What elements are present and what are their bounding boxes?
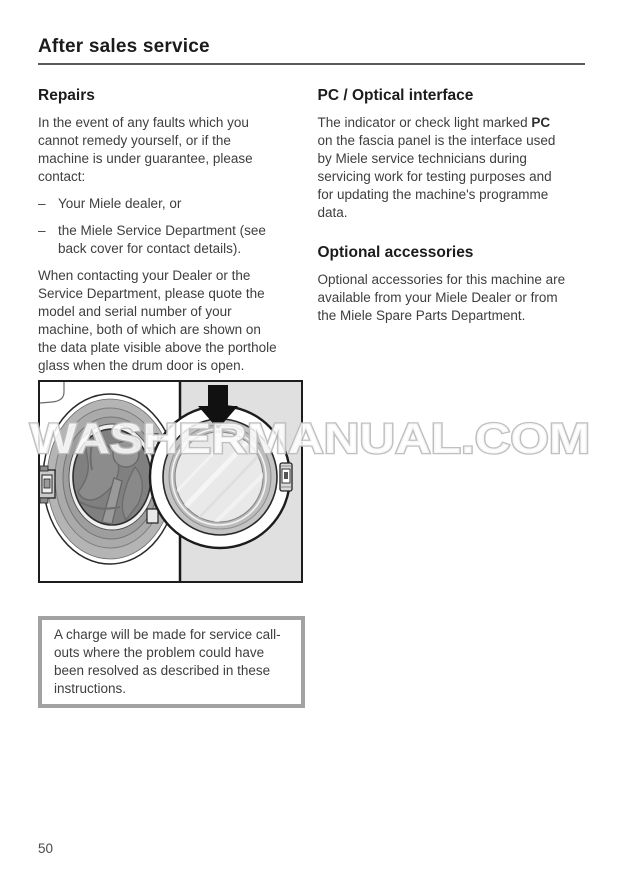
pc-interface-paragraph	[318, 114, 568, 222]
watermark-text: WASHERMANUAL.COM	[30, 415, 590, 463]
repairs-heading: Repairs	[38, 87, 95, 104]
service-charge-note-box	[38, 616, 305, 708]
pc-text-before: The indicator or check light marked	[317, 115, 532, 130]
pc-text-after: on the fascia panel is the interface used by Miele service technicians during servicing work for testing purposes and for updating the machine's programme data.	[317, 133, 556, 220]
list-item-text: the Miele Service Department (see back cover for contact details).	[58, 223, 266, 256]
contact-info-paragraph: When contacting your Dealer or the Service Department, please quote the model and serial number of your machine, both of which are shown on the data plate visible above the porthole glass when the drum door is open.	[38, 268, 277, 373]
door-hinge	[38, 466, 55, 503]
dash-bullet: –	[38, 196, 46, 211]
pc-bold-label: PC	[531, 115, 551, 130]
list-item-text: Your Miele dealer, or	[58, 196, 182, 211]
dash-bullet: –	[38, 223, 46, 238]
list-item	[38, 222, 278, 258]
right-column	[318, 65, 586, 708]
pc-interface-heading: PC / Optical interface	[317, 87, 474, 104]
page-number: 50	[38, 841, 54, 856]
two-column-layout	[0, 65, 620, 708]
optional-accessories-heading: Optional accessories	[317, 244, 474, 261]
open-door	[150, 406, 292, 548]
contact-options-list	[38, 195, 278, 258]
list-item	[38, 195, 278, 213]
washing-machine-door-illustration	[38, 380, 303, 583]
door-latch	[280, 463, 292, 491]
optional-accessories-paragraph: Optional accessories for this machine are available from your Miele Dealer or from the Miele Spare Parts Department.	[317, 272, 566, 323]
repairs-intro-paragraph: In the event of any faults which you cannot remedy yourself, or if the machine is under guarantee, please contact:	[38, 115, 253, 184]
left-column	[38, 65, 306, 708]
note-text: A charge will be made for service call-outs where the problem could have been resolved as described in these instructions.	[54, 627, 281, 696]
page-title: After sales service	[38, 36, 210, 57]
